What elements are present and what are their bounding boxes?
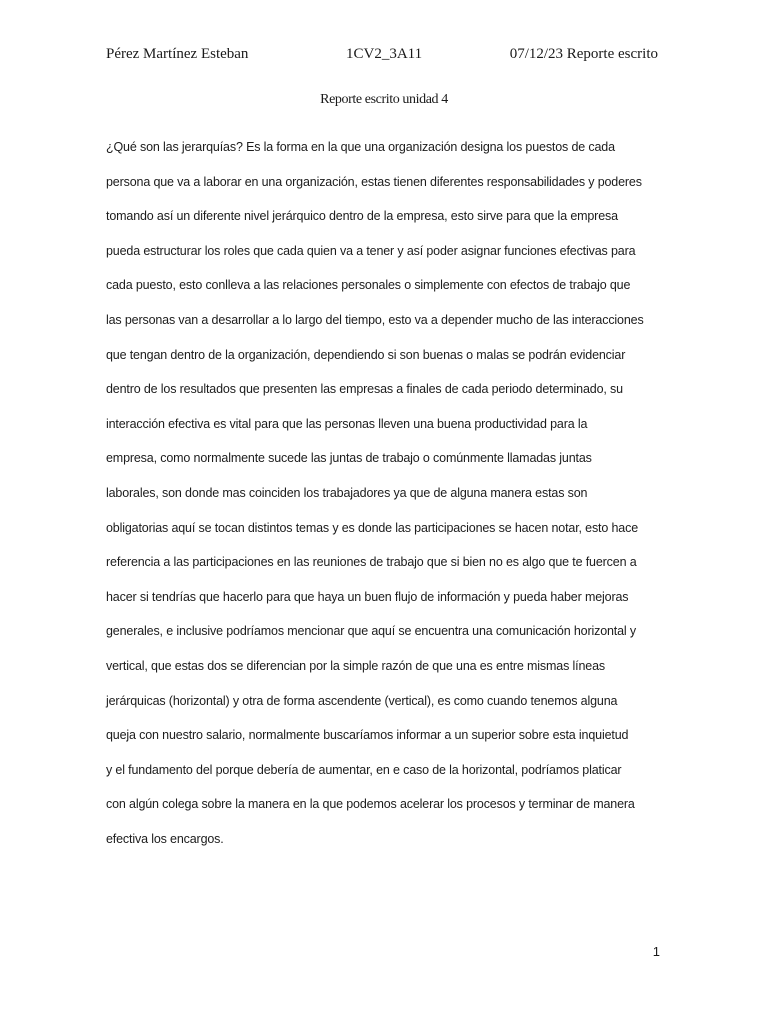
body-line: interacción efectiva es vital para que las personas lleven una buena productividad para la: [106, 416, 588, 431]
page-number: 1: [652, 944, 660, 959]
body-line: hacer si tendrías que hacerlo para que haya un buen flujo de información y pueda haber mejoras: [106, 589, 629, 604]
body-line: referencia a las participaciones en las reuniones de trabajo que si bien no es algo que te fuercen a: [106, 555, 637, 570]
document-title: Reporte escrito unidad 4: [320, 92, 448, 107]
body-line: pueda estructurar los roles que cada quien va a tener y así poder asignar funciones efectivas para: [106, 243, 636, 258]
body-line: obligatorias aquí se tocan distintos temas y es donde las participaciones se hacen notar, esto hace: [106, 520, 639, 535]
document-body: [106, 138, 666, 864]
header-group: 1CV2_3A11: [346, 46, 423, 62]
body-line: con algún colega sobre la manera en la que podemos acelerar los procesos y terminar de manera: [106, 797, 635, 812]
body-line: persona que va a laborar en una organización, estas tienen diferentes responsabilidades y poderes: [106, 174, 642, 189]
header-author: Pérez Martínez Esteban: [106, 46, 249, 62]
body-line: ¿Qué son las jerarquías? Es la forma en la que una organización designa los puestos de cada: [106, 140, 615, 154]
body-line: laborales, son donde mas coinciden los trabajadores ya que de alguna manera estas son: [106, 485, 588, 500]
body-line: las personas van a desarrollar a lo largo del tiempo, esto va a depender mucho de las interacciones: [106, 312, 644, 327]
body-line: tomando así un diferente nivel jerárquico dentro de la empresa, esto sirve para que la empresa: [106, 209, 618, 224]
body-line: dentro de los resultados que presenten las empresas a finales de cada periodo determinado, su: [106, 382, 623, 397]
body-line: queja con nuestro salario, normalmente buscaríamos informar a un superior sobre esta inquietud: [106, 728, 629, 743]
body-line: efectiva los encargos.: [106, 831, 224, 846]
body-line: y el fundamento del porque debería de aumentar, en e caso de la horizontal, podríamos platicar: [106, 762, 622, 777]
body-line: jerárquicas (horizontal) y otra de forma ascendente (vertical), es como cuando tenemos alguna: [106, 693, 618, 708]
body-line: empresa, como normalmente sucede las juntas de trabajo o comúnmente llamadas juntas: [106, 451, 592, 466]
body-line: que tengan dentro de la organización, dependiendo si son buenas o malas se podrán evidenciar: [106, 347, 626, 362]
header-date-title: 07/12/23 Reporte escrito: [509, 46, 658, 62]
page-header: [0, 46, 768, 66]
body-line: vertical, que estas dos se diferencian por la simple razón de que una es entre mismas líneas: [106, 658, 605, 673]
body-line: generales, e inclusive podríamos mencionar que aquí se encuentra una comunicación horizontal y: [106, 624, 636, 639]
body-line: cada puesto, esto conlleva a las relaciones personales o simplemente con efectos de trabajo que: [106, 278, 631, 293]
